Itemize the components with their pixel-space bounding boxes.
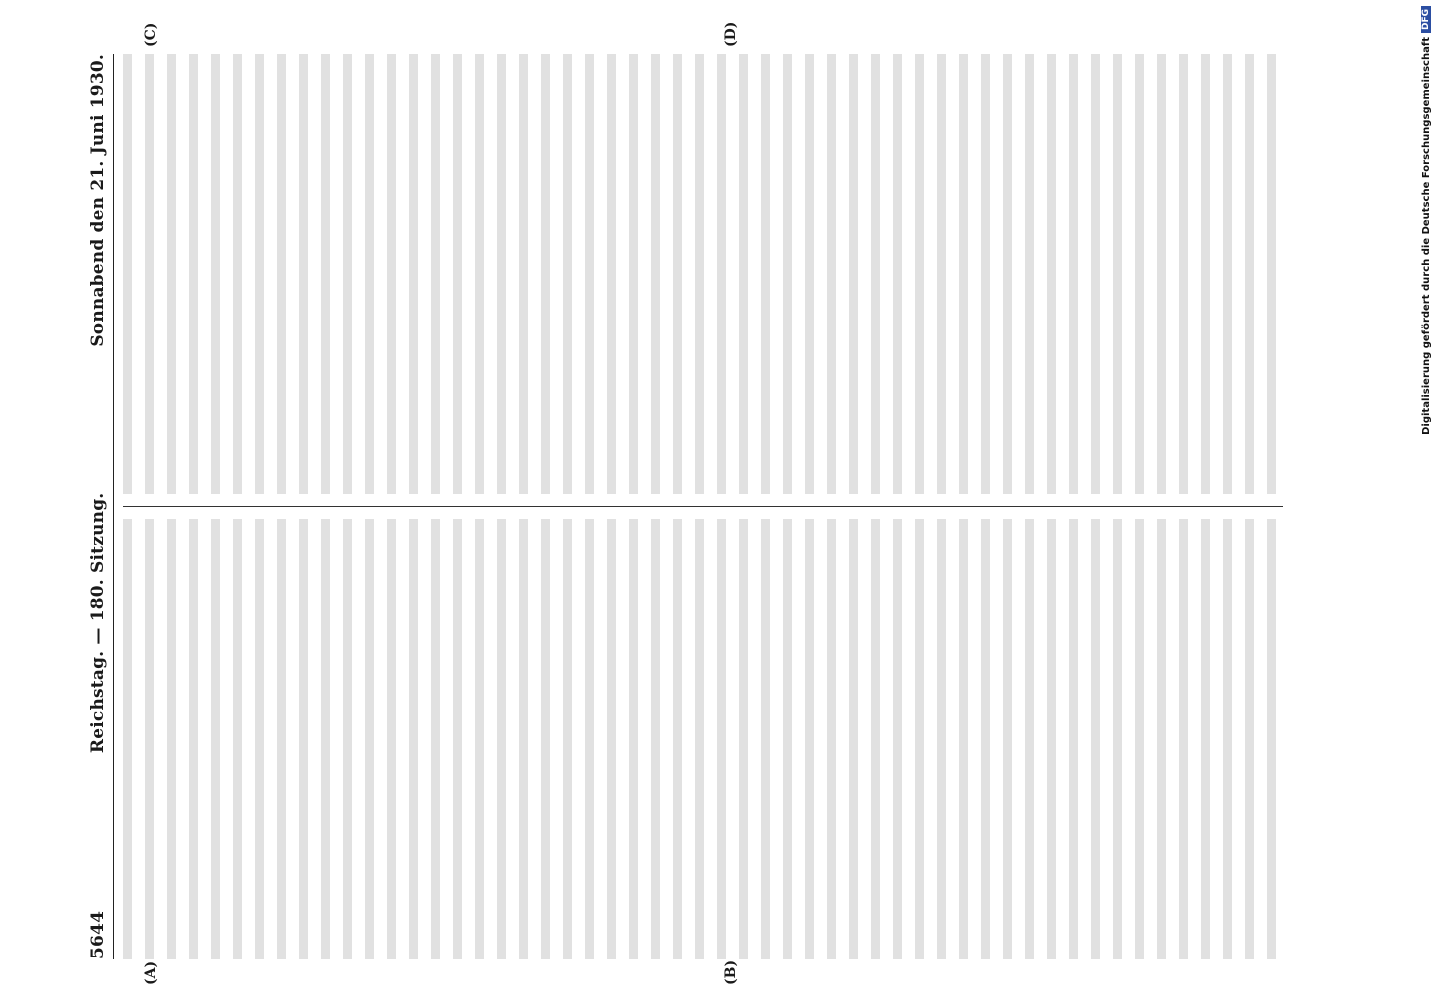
dfg-badge: DFG (1421, 6, 1431, 33)
digitization-note (1418, 6, 1434, 994)
right-column-text-placeholder (123, 54, 1283, 494)
page-header (83, 54, 114, 959)
margin-letter-b: (B) (723, 959, 739, 985)
digitization-note-text: Digitalisierung gefördert durch die Deutsche Forschungsgemeinschaft (1420, 37, 1432, 435)
session-date: Sonnabend den 21. Juni 1930. (88, 54, 108, 347)
margin-letter-a: (A) (143, 960, 159, 985)
left-column-text-placeholder (123, 519, 1283, 959)
margin-letter-d: (D) (723, 21, 739, 47)
right-column (123, 54, 1283, 494)
margin-letter-c: (C) (143, 22, 159, 47)
page-number: 5644 (88, 910, 108, 959)
session-title: Reichstag. — 180. Sitzung. (88, 492, 108, 754)
column-divider (123, 506, 1283, 507)
left-column (123, 519, 1283, 959)
rotated-page (83, 21, 1328, 985)
